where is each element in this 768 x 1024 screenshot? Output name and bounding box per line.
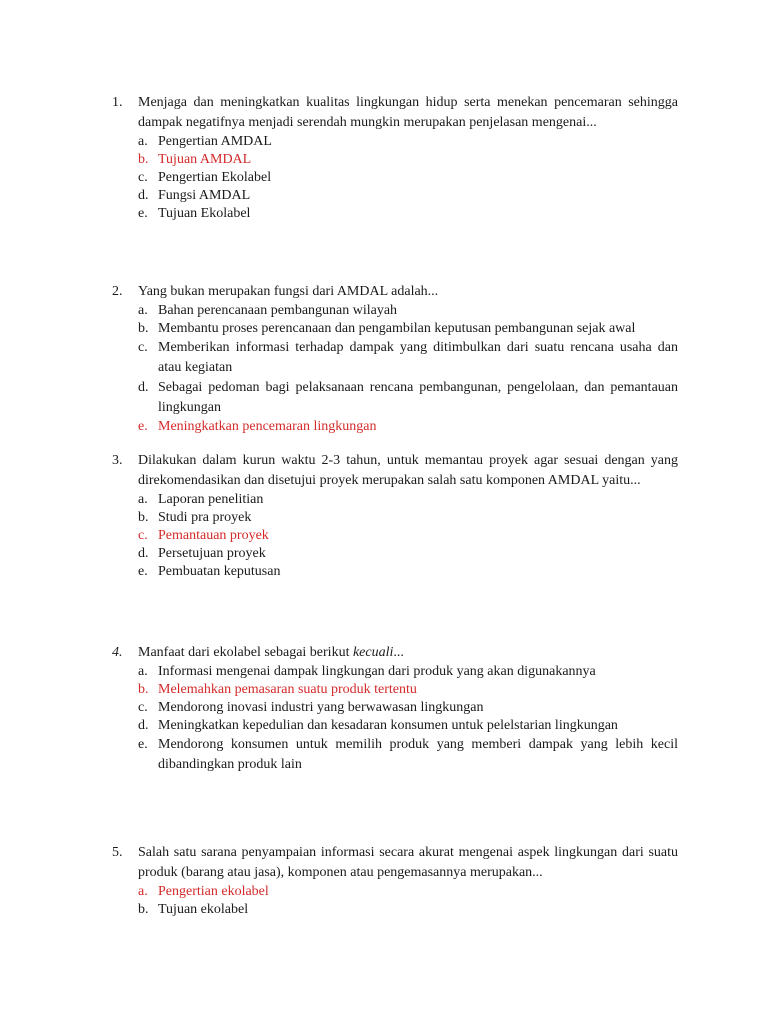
option-letter: a.	[138, 134, 148, 149]
options-list	[138, 133, 678, 223]
question-number: 4.	[112, 645, 123, 660]
option-e	[138, 563, 678, 581]
option-letter: b.	[138, 321, 149, 336]
option-text: Membantu proses perencanaan dan pengambilan keputusan pembangunan sejak awal	[158, 321, 636, 336]
option-letter: d.	[138, 188, 149, 203]
option-e	[138, 205, 678, 223]
option-letter: b.	[138, 510, 149, 525]
option-text: Tujuan ekolabel	[158, 902, 249, 917]
option-text: Bahan perencanaan pembangunan wilayah	[158, 303, 398, 318]
option-letter: c.	[138, 700, 148, 715]
question-stem: Salah satu sarana penyampaian informasi secara akurat mengenai aspek lingkungan dari suatu produk (barang atau jasa), komponen atau pengemasannya merupakan...	[138, 845, 678, 880]
option-letter: a.	[138, 884, 148, 899]
question-1	[112, 93, 678, 223]
question-5	[112, 843, 678, 919]
option-letter: e.	[138, 206, 148, 221]
option-e	[138, 735, 678, 775]
option-letter: d.	[138, 546, 149, 561]
question-number: 3.	[112, 453, 123, 468]
option-letter: e.	[138, 419, 148, 434]
options-list	[138, 491, 678, 581]
option-text: Memberikan informasi terhadap dampak yang ditimbulkan dari suatu rencana usaha dan atau kegiatan	[158, 340, 678, 375]
options-list	[138, 663, 678, 775]
option-letter: a.	[138, 492, 148, 507]
question-stem: Menjaga dan meningkatkan kualitas lingkungan hidup serta menekan pencemaran sehingga dampak negatifnya menjadi serendah mungkin merupakan penjelasan mengenai...	[138, 95, 678, 130]
option-d	[138, 717, 678, 735]
option-text: Mendorong inovasi industri yang berwawasan lingkungan	[158, 700, 484, 715]
option-b-answer	[138, 151, 678, 169]
stem-italic: kecuali	[352, 645, 394, 660]
option-text: Pengertian AMDAL	[158, 134, 272, 149]
option-text: Tujuan Ekolabel	[158, 206, 251, 221]
option-c	[138, 169, 678, 187]
option-letter: b.	[138, 682, 149, 697]
option-text: Melemahkan pemasaran suatu produk tertentu	[158, 682, 417, 697]
option-letter: d.	[138, 718, 149, 733]
stem-main: Manfaat dari ekolabel sebagai berikut	[138, 645, 353, 660]
option-letter: c.	[138, 170, 148, 185]
option-e-answer	[138, 418, 678, 436]
question-number: 1.	[112, 95, 123, 110]
option-text: Persetujuan proyek	[158, 546, 266, 561]
question-number: 2.	[112, 284, 123, 299]
question-stem: Dilakukan dalam kurun waktu 2-3 tahun, untuk memantau proyek agar sesuai dengan yang direkomendasikan dan disetujui proyek merupakan salah satu komponen AMDAL yaitu...	[138, 453, 678, 488]
option-letter: c.	[138, 528, 148, 543]
question-stem	[138, 643, 678, 663]
option-a	[138, 663, 678, 681]
option-letter: e.	[138, 564, 148, 579]
option-letter: d.	[138, 380, 149, 395]
question-4	[112, 643, 678, 775]
option-b	[138, 901, 678, 919]
option-text: Sebagai pedoman bagi pelaksanaan rencana pembangunan, pengelolaan, dan pemantauan lingkungan	[158, 380, 678, 415]
options-list	[138, 302, 678, 436]
option-b	[138, 509, 678, 527]
option-c	[138, 699, 678, 717]
question-stem: Yang bukan merupakan fungsi dari AMDAL adalah...	[138, 284, 439, 299]
option-letter: b.	[138, 902, 149, 917]
option-a	[138, 302, 678, 320]
question-2	[112, 282, 678, 436]
option-d	[138, 545, 678, 563]
option-letter: a.	[138, 303, 148, 318]
option-text: Mendorong konsumen untuk memilih produk yang memberi dampak yang lebih kecil dibandingkan produk lain	[158, 737, 678, 772]
question-number: 5.	[112, 845, 123, 860]
option-text: Pengertian Ekolabel	[158, 170, 272, 185]
option-text: Studi pra proyek	[158, 510, 252, 525]
question-3	[112, 451, 678, 581]
option-c	[138, 338, 678, 378]
option-text: Informasi mengenai dampak lingkungan dari produk yang akan digunakannya	[158, 664, 596, 679]
option-letter: e.	[138, 737, 148, 752]
option-b-answer	[138, 681, 678, 699]
option-a-answer	[138, 883, 678, 901]
option-letter: c.	[138, 340, 148, 355]
option-letter: b.	[138, 152, 149, 167]
option-d	[138, 187, 678, 205]
option-text: Pemantauan proyek	[158, 528, 269, 543]
option-text: Pengertian ekolabel	[158, 884, 269, 899]
option-a	[138, 491, 678, 509]
stem-end: ...	[393, 645, 404, 660]
option-text: Laporan penelitian	[158, 492, 264, 507]
option-text: Pembuatan keputusan	[158, 564, 281, 579]
option-text: Meningkatkan pencemaran lingkungan	[158, 419, 377, 434]
option-text: Fungsi AMDAL	[158, 188, 251, 203]
option-a	[138, 133, 678, 151]
option-b	[138, 320, 678, 338]
option-letter: a.	[138, 664, 148, 679]
option-c-answer	[138, 527, 678, 545]
options-list	[138, 883, 678, 919]
option-d	[138, 378, 678, 418]
option-text: Meningkatkan kepedulian dan kesadaran konsumen untuk pelelstarian lingkungan	[158, 718, 618, 733]
option-text: Tujuan AMDAL	[158, 152, 252, 167]
